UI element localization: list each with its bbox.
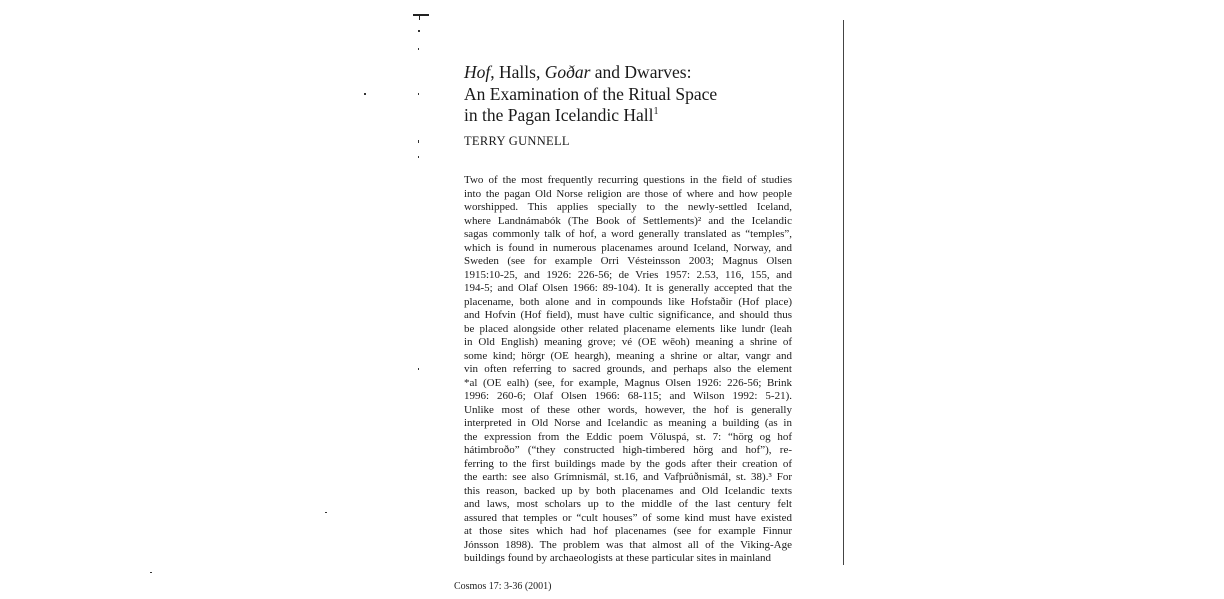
body-line: ferring to the first buildings made by the gods after their creation of [464, 457, 792, 470]
body-line: in Old English) meaning grove; vé (OE wēoh) meaning a shrine of [464, 336, 792, 348]
body-line: which is found in numerous placenames around Iceland, Norway, and [464, 241, 792, 254]
body-line: hátimbroðo” (“they constructed high-timbered hörg and hof”), re- [464, 444, 792, 456]
body-line: 1915:10-25, and 1926: 226-56; de Vries 1957: 2.53, 116, 155, and [464, 268, 792, 281]
title-italic-word: Hof [464, 62, 491, 82]
scan-speck [418, 156, 419, 158]
footnote-marker: 1 [653, 106, 659, 117]
body-text [464, 174, 792, 566]
body-line: interpreted in Old Norse and Icelandic as meaning a building (as in [464, 417, 792, 429]
body-line: *al (OE ealh) (see, for example, Magnus Olsen 1926: 226-56; Brink [464, 376, 792, 389]
body-line: some kind; hörgr (OE heargh), meaning a shrine or altar, vangr and [464, 349, 792, 362]
title-text: and Dwarves: [590, 62, 692, 82]
body-line: the earth: see also Grímnismál, st.16, and Vafþrúðnismál, st. 38).³ For [464, 471, 792, 483]
body-line: 194-5; and Olaf Olsen 1966: 89-104). It is generally accepted that the [464, 282, 792, 294]
body-line: Sweden (see for example Orri Vésteinsson 2003; Magnus Olsen [464, 255, 792, 267]
body-line: vin often referring to sacred grounds, and perhaps also the element [464, 363, 792, 375]
body-line: assured that temples or “cult houses” of some kind must have existed [464, 511, 792, 524]
body-line: this reason, backed up by both placenames and Old Icelandic texts [464, 484, 792, 497]
page-edge-line [843, 20, 844, 565]
scan-speck [364, 93, 366, 95]
scan-speck [150, 572, 152, 573]
scan-speck [418, 30, 420, 32]
scan-speck [325, 512, 327, 513]
scan-speck [418, 48, 419, 50]
body-line: sagas commonly talk of hof, a word generally translated as “temples”, [464, 228, 792, 240]
body-line: 1996: 260-6; Olaf Olsen 1966: 68-115; and Wilson 1992: 5-21). [464, 390, 792, 402]
title-line-2: An Examination of the Ritual Space [464, 83, 718, 104]
margin-mark [413, 14, 429, 16]
title-line-1 [464, 62, 804, 84]
body-line: the expression from the Eddic poem Völuspá, st. 7: “hörg og hof [464, 430, 792, 443]
body-line: Two of the most frequently recurring questions in the field of studies [464, 174, 792, 186]
body-line: and Hofvin (Hof field), must have cultic significance, and should thus [464, 309, 792, 321]
article-title [464, 62, 804, 127]
body-line: be placed alongside other related placename elements like lundr (leah [464, 322, 792, 335]
body-line: Jónsson 1898). The problem was that almost all of the Viking-Age [464, 538, 792, 551]
title-italic-word: Goðar [544, 62, 591, 82]
scan-speck [418, 140, 419, 143]
body-line: Unlike most of these other words, however, the hof is generally [464, 403, 792, 416]
title-line-3 [464, 105, 804, 127]
scan-speck [418, 93, 419, 95]
body-line: and laws, most scholars up to the middle of the last century felt [464, 498, 792, 510]
journal-citation: Cosmos 17: 3-36 (2001) [454, 581, 552, 592]
author-name: TERRY GUNNELL [464, 134, 570, 148]
title-text: , Halls, [490, 62, 545, 82]
margin-mark [419, 14, 420, 20]
body-line: placename, both alone and in compounds like Hofstaðir (Hof place) [464, 295, 792, 308]
body-line: worshipped. This applies specially to the newly-settled Iceland, [464, 201, 792, 213]
body-line: buildings found by archaeologists at these particular sites in mainland [464, 552, 772, 564]
scan-speck [418, 368, 419, 370]
body-line: at those sites which had hof placenames (see for example Finnur [464, 525, 792, 537]
title-text: in the Pagan Icelandic Hall [464, 105, 654, 125]
body-line: where Landnámabók (The Book of Settlements)² and the Icelandic [464, 214, 792, 227]
body-line: into the pagan Old Norse religion are those of where and how people [464, 187, 792, 200]
